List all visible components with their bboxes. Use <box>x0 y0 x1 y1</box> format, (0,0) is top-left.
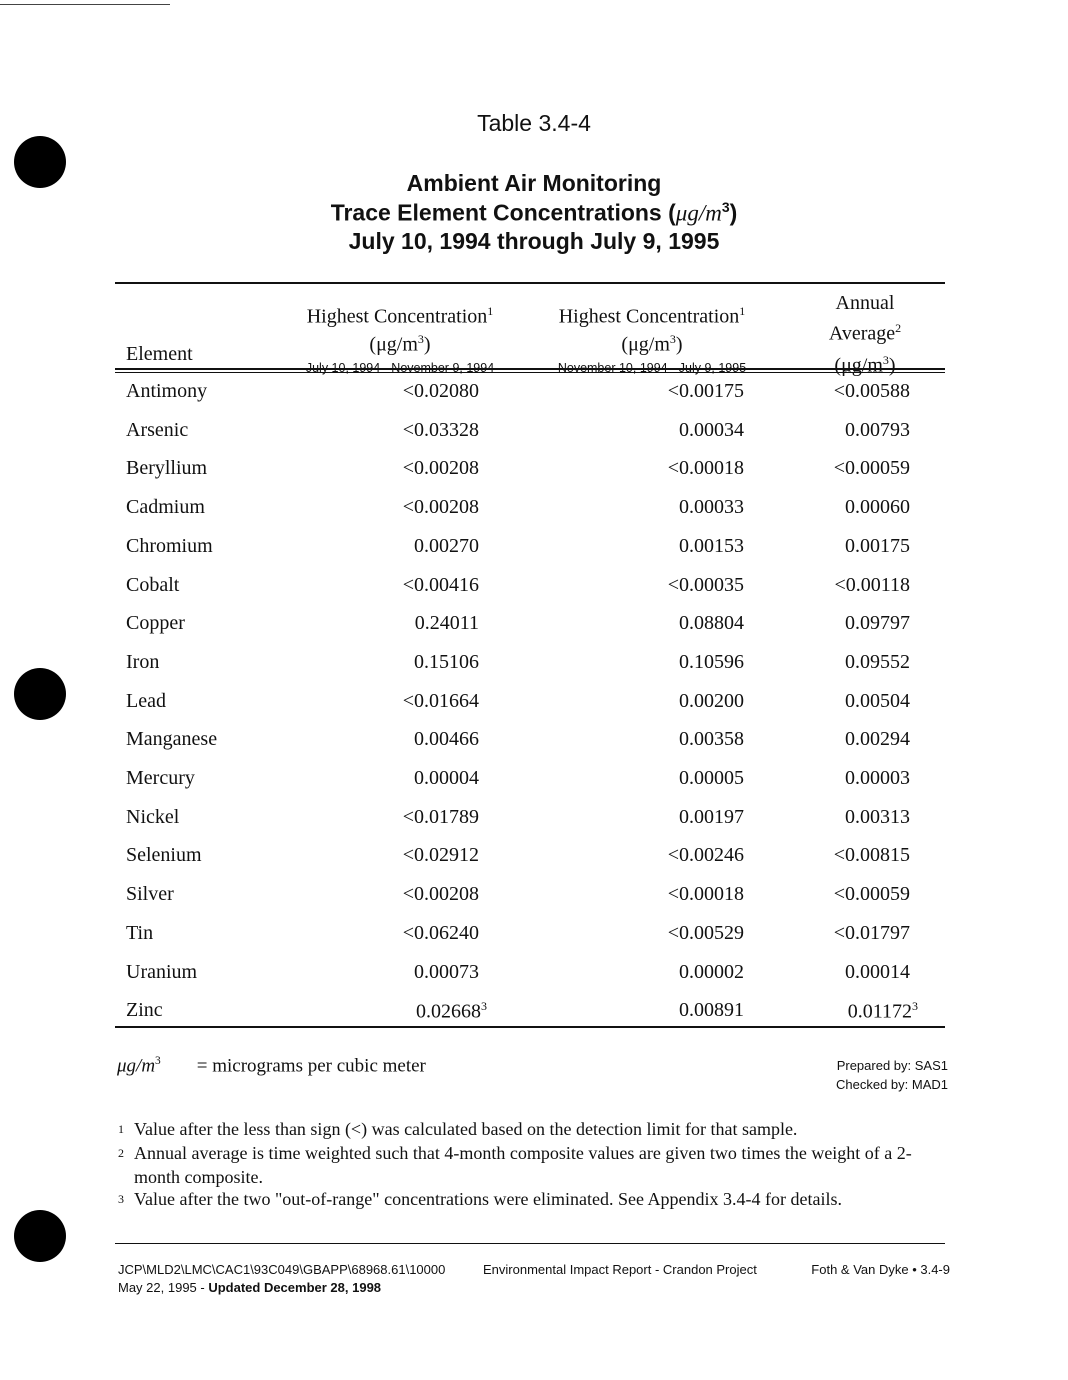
cell-annual-average-value: 0.01172$^3$ <box>847 999 918 1023</box>
cell-annual-average-value: 0.00014 <box>845 960 910 983</box>
footer-path: JCP\MLD2\LMC\CAC1\93C049\GBAPP\68968.61\10000 <box>118 1262 446 1277</box>
unit-legend: $\mu g/m^3$ = micrograms per cubic meter <box>117 1055 426 1077</box>
cell-period2-value: <0.00018 <box>667 883 744 906</box>
cell-period1-value: 0.00270 <box>414 534 479 557</box>
cell-annual-average-value: 0.00313 <box>845 805 910 828</box>
cell-period2-value: 0.00153 <box>679 534 744 557</box>
row-element-name: Silver <box>126 883 174 906</box>
cell-period1-value: <0.03328 <box>402 418 479 441</box>
cell-period1-value: <0.06240 <box>402 921 479 944</box>
scan-edge-line <box>0 4 170 5</box>
prepared-by: Prepared by: SAS1 <box>836 1058 948 1073</box>
cell-period1-value: <0.02080 <box>402 380 479 402</box>
footer-date: May 22, 1995 - Updated December 28, 1998 <box>118 1280 382 1295</box>
row-element-name: Uranium <box>126 960 198 983</box>
table-top-rule <box>115 282 945 284</box>
row-element-name: Mercury <box>126 767 195 789</box>
row-element-name: Manganese <box>126 728 218 751</box>
cell-annual-average-value: 0.00294 <box>845 728 910 751</box>
cell-annual-average-value: 0.00003 <box>845 767 910 789</box>
cell-annual-average-value: 0.00793 <box>845 418 910 441</box>
column-header-period1: Highest Concentration$^1$ $(\mu g/m^3)$ July 10, 1994 - November 9, 1994 <box>305 304 495 376</box>
footer-company-page: Foth & Van Dyke • 3.4-9 <box>811 1262 950 1277</box>
row-element-name: Chromium <box>126 534 213 557</box>
cell-annual-average-value: 0.00175 <box>845 534 910 557</box>
table-bottom-rule <box>115 1026 945 1028</box>
cell-period1-value: 0.00073 <box>414 960 479 983</box>
cell-period1-value: 0.02668$^3$ <box>416 999 487 1023</box>
cell-period2-value: <0.00018 <box>667 457 744 480</box>
row-element-name: Iron <box>126 650 160 673</box>
cell-period2-value: 0.10596 <box>679 650 744 673</box>
column-header-annual-average: Annual Average$^2$ $(\mu g/m^3)$ <box>828 292 902 377</box>
row-element-name: Nickel <box>126 805 180 828</box>
cell-annual-average-value: 0.00504 <box>845 689 910 712</box>
row-element-name: Antimony <box>126 380 208 402</box>
cell-period2-value: <0.00035 <box>667 573 744 596</box>
cell-period2-value: <0.00175 <box>667 380 744 402</box>
cell-period2-value: 0.00197 <box>679 805 744 828</box>
footnote-1: 1 Value after the less than sign (<) was calculated based on the detection limit for that sample. <box>118 1119 798 1139</box>
cell-period2-value: 0.00891 <box>679 999 744 1022</box>
row-element-name: Tin <box>126 921 154 944</box>
cell-annual-average-value: 0.09797 <box>845 612 910 635</box>
checked-by: Checked by: MAD1 <box>836 1077 948 1092</box>
footnote-2: 2 Annual average is time weighted such that 4-month composite values are given two times the weight of a 2-month composite. <box>118 1143 912 1187</box>
cell-period1-value: 0.15106 <box>414 650 479 673</box>
cell-period1-value: <0.00208 <box>402 457 479 480</box>
cell-annual-average-value: <0.00118 <box>834 573 910 596</box>
row-element-name: Selenium <box>126 844 202 867</box>
cell-period1-value: <0.00208 <box>402 883 479 906</box>
table-title-line3: July 10, 1994 through July 9, 1995 <box>348 228 720 254</box>
cell-annual-average-value: 0.00060 <box>845 496 910 519</box>
cell-annual-average-value: <0.00815 <box>833 844 910 867</box>
cell-period1-value: <0.00208 <box>402 496 479 519</box>
row-element-name: Arsenic <box>126 418 189 441</box>
cell-period1-value: <0.01789 <box>402 805 479 828</box>
cell-period1-value: 0.24011 <box>414 612 479 635</box>
cell-annual-average-value: <0.00588 <box>833 380 910 402</box>
cell-period2-value: 0.00005 <box>679 767 744 789</box>
cell-period2-value: 0.00034 <box>679 418 744 441</box>
footer-report-name: Environmental Impact Report - Crandon Project <box>483 1262 757 1277</box>
cell-period1-value: <0.02912 <box>402 844 479 867</box>
cell-annual-average-value: <0.01797 <box>833 921 910 944</box>
header-rule <box>115 368 945 370</box>
row-element-name: Zinc <box>126 999 163 1022</box>
header-rule-double <box>115 372 945 373</box>
column-header-period2: Highest Concentration$^1$ $(\mu g/m^3)$ November 10, 1994 - July 9, 1995 <box>557 304 747 376</box>
punch-hole <box>14 668 66 720</box>
row-element-name: Cadmium <box>126 496 205 519</box>
column-header-element: Element <box>126 343 193 365</box>
footer-rule <box>115 1243 945 1244</box>
cell-period2-value: 0.08804 <box>679 612 744 635</box>
row-element-name: Beryllium <box>126 457 208 480</box>
cell-period2-value: 0.00002 <box>679 960 744 983</box>
punch-hole <box>14 1210 66 1262</box>
table-title-line1: Ambient Air Monitoring <box>406 170 662 196</box>
row-element-name: Copper <box>126 612 185 635</box>
cell-annual-average-value: 0.09552 <box>845 650 910 673</box>
cell-period2-value: 0.00358 <box>679 728 744 751</box>
cell-period2-value: <0.00246 <box>667 844 744 867</box>
cell-annual-average-value: <0.00059 <box>833 883 910 906</box>
cell-period1-value: <0.00416 <box>402 573 479 596</box>
cell-annual-average-value: <0.00059 <box>833 457 910 480</box>
cell-period2-value: 0.00200 <box>679 689 744 712</box>
cell-period2-value: 0.00033 <box>679 496 744 519</box>
table-title-line2: Trace Element Concentrations $(\mu g/m^3)$ <box>330 199 738 226</box>
row-element-name: Lead <box>126 689 166 712</box>
cell-period1-value: <0.01664 <box>402 689 479 712</box>
cell-period1-value: 0.00466 <box>414 728 479 751</box>
row-element-name: Cobalt <box>126 573 180 596</box>
footnote-3: 3 Value after the two "out-of-range" concentrations were eliminated. See Appendix 3.4-4 for details. <box>118 1189 842 1209</box>
cell-period1-value: 0.00004 <box>414 767 479 789</box>
table-number: Table 3.4-4 <box>477 110 591 136</box>
cell-period2-value: <0.00529 <box>667 921 744 944</box>
